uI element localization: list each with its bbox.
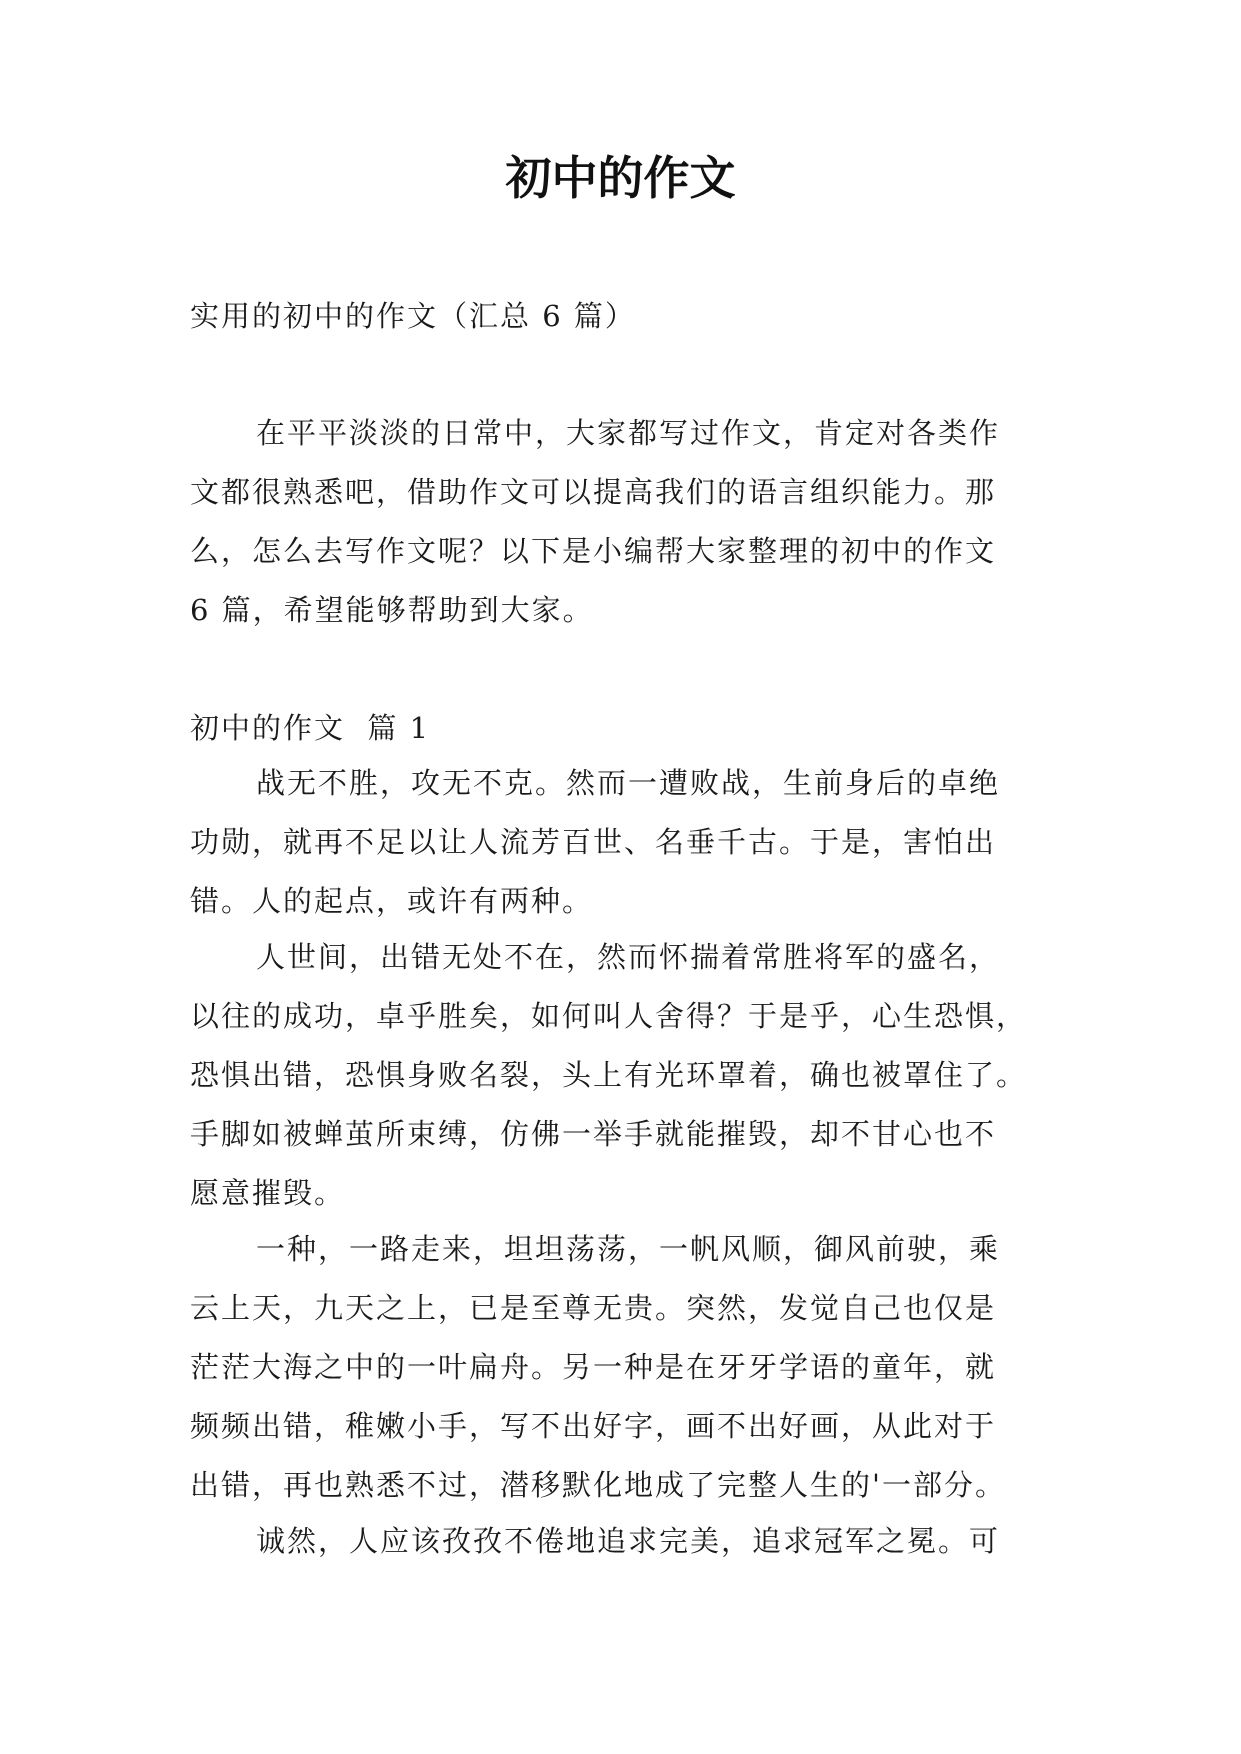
intro-line: 文都很熟悉吧，借助作文可以提高我们的语言组织能力。那 <box>190 475 997 509</box>
paragraph-line: 愿意摧毁。 <box>190 1176 346 1210</box>
paragraph-line: 错。人的起点，或许有两种。 <box>190 884 594 918</box>
intro-line: 6 篇，希望能够帮助到大家。 <box>190 593 594 627</box>
paragraph-line: 诚然，人应该孜孜不倦地追求完美，追求冠军之冕。可 <box>256 1524 1001 1558</box>
paragraph-line: 茫茫大海之中的一叶扁舟。另一种是在牙牙学语的童年，就 <box>190 1350 997 1384</box>
paragraph-line: 云上天，九天之上，已是至尊无贵。突然，发觉自己也仅是 <box>190 1291 997 1325</box>
paragraph-line: 战无不胜，攻无不克。然而一遭败战，生前身后的卓绝 <box>256 766 1001 800</box>
paragraph-line: 频频出错，稚嫩小手，写不出好字，画不出好画，从此对于 <box>190 1409 997 1443</box>
intro-paragraph <box>190 404 1000 640</box>
essay-paragraph <box>190 754 1000 931</box>
intro-line: 在平平淡淡的日常中，大家都写过作文，肯定对各类作 <box>256 416 1001 450</box>
intro-line: 么，怎么去写作文呢？以下是小编帮大家整理的初中的作文 <box>190 534 997 568</box>
paragraph-line: 恐惧出错，恐惧身败名裂，头上有光环罩着，确也被罩住了。 <box>190 1058 1028 1092</box>
essay-paragraph <box>190 928 1027 1223</box>
document-title: 初中的作文 <box>505 151 736 205</box>
paragraph-line: 手脚如被蝉茧所束缚，仿佛一举手就能摧毁，却不甘心也不 <box>190 1117 997 1151</box>
paragraph-line: 一种，一路走来，坦坦荡荡，一帆风顺，御风前驶，乘 <box>256 1232 1001 1266</box>
section-heading: 初中的作文 篇 1 <box>190 711 431 745</box>
paragraph-line: 功勋，就再不足以让人流芳百世、名垂千古。于是，害怕出 <box>190 825 997 859</box>
paragraph-line: 人世间，出错无处不在，然而怀揣着常胜将军的盛名， <box>256 940 1001 974</box>
essay-paragraph <box>190 1220 1006 1515</box>
essay-paragraph <box>190 1512 1000 1571</box>
paragraph-line: 出错，再也熟悉不过，潜移默化地成了完整人生的'一部分。 <box>190 1468 1006 1502</box>
document-subtitle: 实用的初中的作文（汇总 6 篇） <box>190 299 636 333</box>
paragraph-line: 以往的成功，卓乎胜矣，如何叫人舍得？于是乎，心生恐惧， <box>190 999 1028 1033</box>
